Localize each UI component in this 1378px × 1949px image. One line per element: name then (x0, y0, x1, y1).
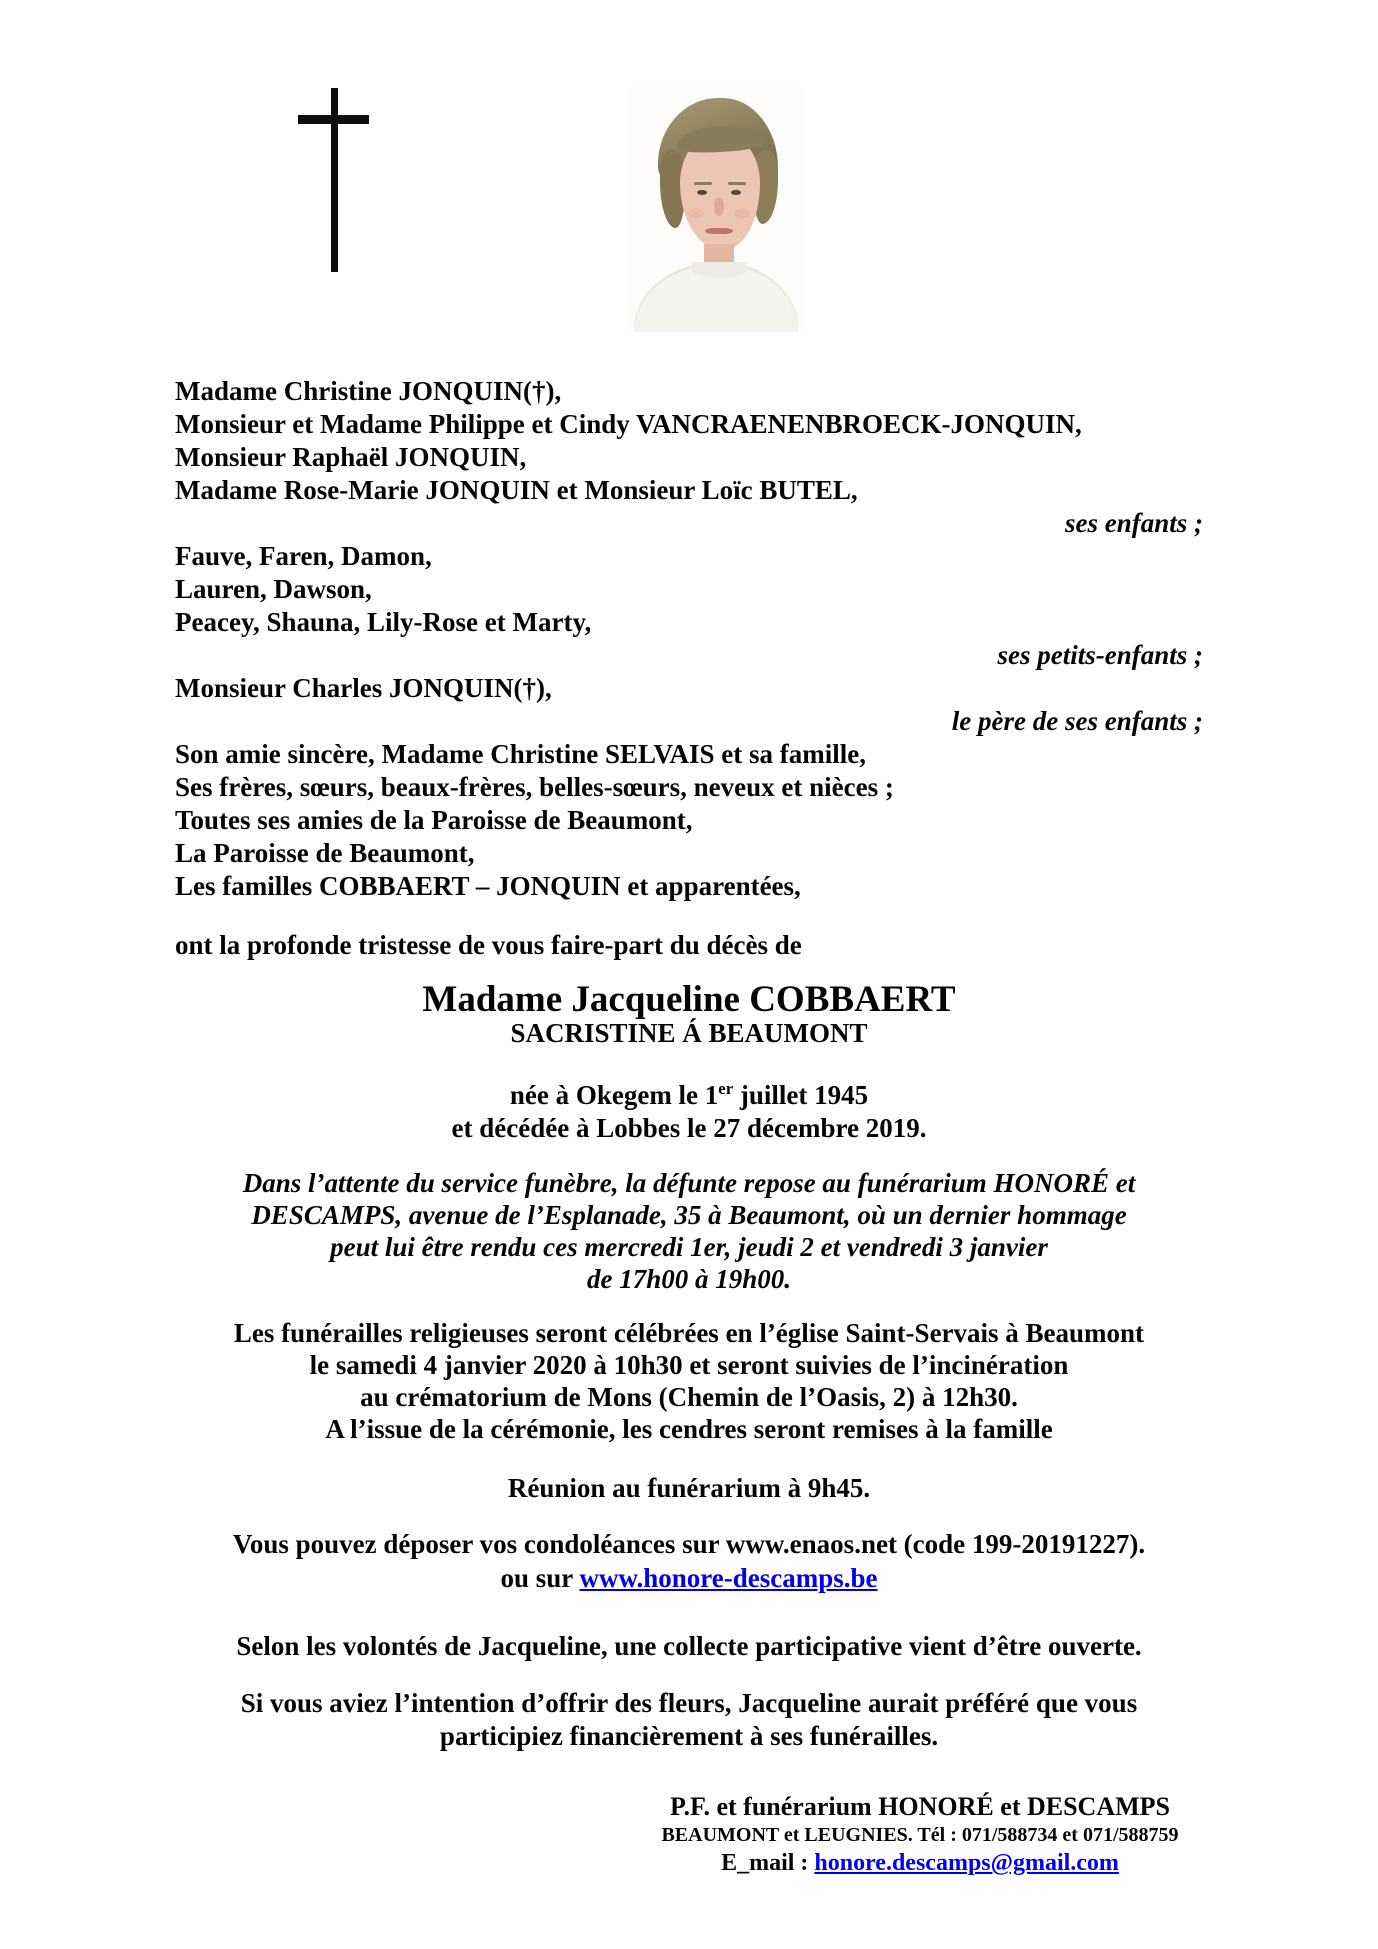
grandchildren-line-3: Peacey, Shauna, Lily-Rose et Marty, (175, 607, 592, 637)
portrait-cheek-left (688, 208, 704, 218)
portrait-photo (630, 86, 802, 332)
family-line-1: Madame Christine JONQUIN(†), (175, 376, 562, 406)
family-line-2: Monsieur et Madame Philippe et Cindy VANCRAENENBROECK-JONQUIN, (175, 409, 1082, 439)
funeral-line-3: au crématorium de Mons (Chemin de l’Oasis, 2) à 12h30. (360, 1382, 1018, 1412)
portrait-brow-right (728, 182, 746, 185)
deceased-name: Madame Jacqueline COBBAERT (422, 979, 956, 1020)
portrait-cheek-right (734, 208, 750, 218)
relation-grandchildren-label: ses petits-enfants ; (997, 640, 1203, 670)
collection-line: Selon les volontés de Jacqueline, une collecte participative vient d’être ouverte. (236, 1631, 1142, 1661)
viewing-line-3: peut lui être rendu ces mercredi 1er, jeudi 2 et vendredi 3 janvier (330, 1232, 1048, 1262)
friends-line-3: Toutes ses amies de la Paroisse de Beaumont, (175, 805, 693, 835)
death-line: et décédée à Lobbes le 27 décembre 2019. (451, 1113, 927, 1143)
flowers-line-1: Si vous aviez l’intention d’offrir des fleurs, Jacqueline aurait préféré que vous (240, 1688, 1138, 1718)
friends-line-5: Les familles COBBAERT – JONQUIN et apparentées, (175, 871, 801, 901)
portrait-mouth (705, 228, 733, 234)
funeral-home-email-link[interactable]: honore.descamps@gmail.com (814, 1850, 1119, 1876)
condolences-line: Vous pouvez déposer vos condoléances sur www.enaos.net (code 199-20191227). (232, 1529, 1146, 1559)
birth-suffix: juillet 1945 (733, 1080, 869, 1110)
portrait-brow-left (694, 182, 712, 185)
friends-line-2: Ses frères, sœurs, beaux-frères, belles-sœurs, neveux et nièces ; (175, 772, 894, 802)
cross-horizontal-bar (298, 115, 369, 124)
relation-father-label: le père de ses enfants ; (951, 706, 1203, 736)
cross-icon (298, 88, 370, 272)
grandchildren-line-2: Lauren, Dawson, (175, 574, 372, 604)
funeral-line-4: A l’issue de la cérémonie, les cendres seront remises à la famille (325, 1414, 1053, 1444)
friends-line-4: La Paroisse de Beaumont, (175, 838, 475, 868)
portrait-collar (692, 262, 746, 278)
flowers-line-2: participiez financièrement à ses funérailles. (439, 1721, 939, 1751)
family-line-4: Madame Rose-Marie JONQUIN et Monsieur Loïc BUTEL, (175, 475, 858, 505)
birth-line (100, 1078, 1278, 1112)
meeting-line: Réunion au funérarium à 9h45. (507, 1473, 871, 1503)
family-line-3: Monsieur Raphaël JONQUIN, (175, 442, 527, 472)
portrait-nose (714, 198, 724, 216)
condolences-link-line (100, 1561, 1278, 1595)
viewing-line-4: de 17h00 à 19h00. (586, 1264, 792, 1294)
funeral-line-1: Les funérailles religieuses seront célébrées en l’église Saint-Servais à Beaumont (233, 1318, 1145, 1348)
relation-children-label: ses enfants ; (1064, 508, 1203, 538)
deceased-role: SACRISTINE Á BEAUMONT (510, 1018, 868, 1048)
portrait-eye-left (697, 190, 707, 195)
condolences-link-prefix: ou sur (500, 1563, 580, 1593)
announcement-line: ont la profonde tristesse de vous faire-part du décès de (175, 930, 802, 960)
viewing-line-2: DESCAMPS, avenue de l’Esplanade, 35 à Beaumont, où un dernier hommage (251, 1200, 1127, 1230)
funeral-home-website-link[interactable]: www.honore-descamps.be (579, 1563, 878, 1593)
funeral-home-name: P.F. et funérarium HONORÉ et DESCAMPS (669, 1792, 1170, 1821)
father-line: Monsieur Charles JONQUIN(†), (175, 673, 552, 703)
birth-ordinal-sup: er (718, 1079, 734, 1098)
birth-prefix: née à Okegem le 1 (509, 1080, 719, 1110)
funeral-line-2: le samedi 4 janvier 2020 à 10h30 et seront suivies de l’incinération (309, 1350, 1069, 1380)
friends-line-1: Son amie sincère, Madame Christine SELVAIS et sa famille, (175, 739, 867, 769)
email-label: E_mail : (721, 1850, 815, 1876)
funeral-home-footer (620, 1792, 1220, 1877)
funeral-home-contact: BEAUMONT et LEUGNIES. Tél : 071/588734 et 071/588759 (661, 1824, 1179, 1846)
viewing-line-1: Dans l’attente du service funèbre, la défunte repose au funérarium HONORÉ et (242, 1168, 1136, 1198)
portrait-eye-right (731, 190, 741, 195)
grandchildren-line-1: Fauve, Faren, Damon, (175, 541, 432, 571)
funeral-home-email-line (620, 1849, 1220, 1877)
